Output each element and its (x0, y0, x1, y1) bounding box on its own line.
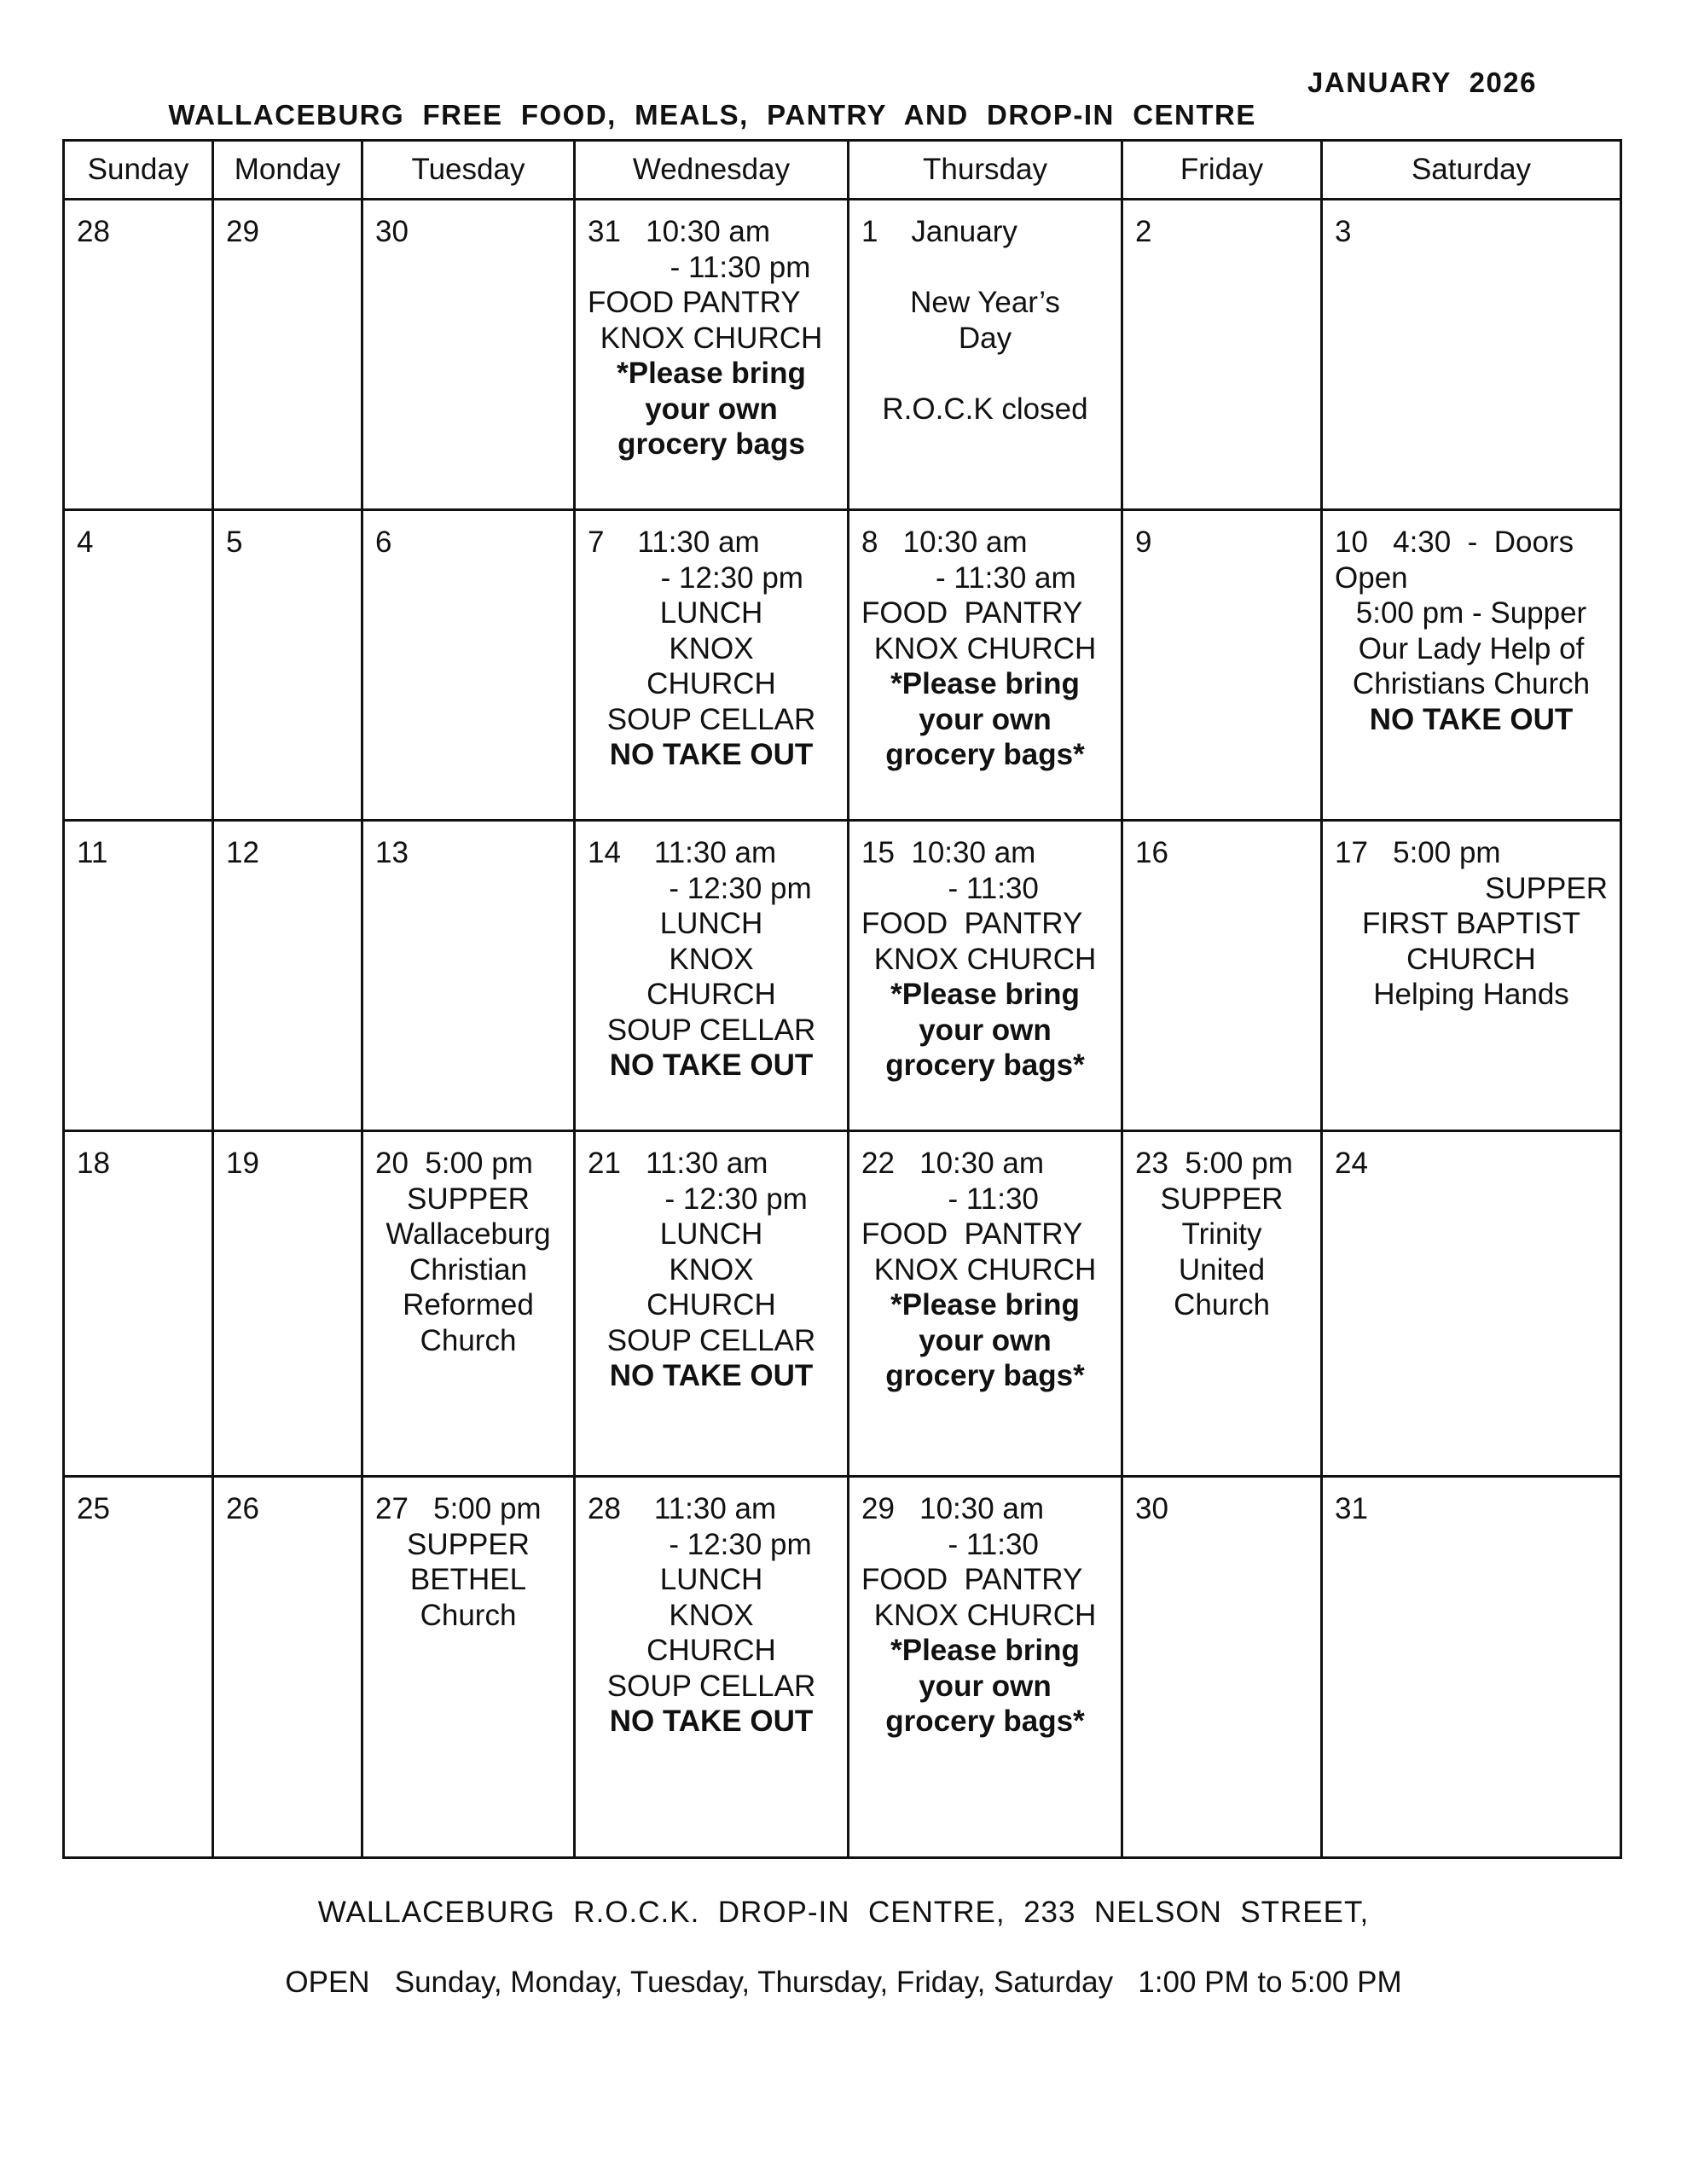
day-cell-content (1135, 1146, 1308, 1323)
event-text-line: Day (958, 321, 1012, 355)
weekday-sunday: Sunday (64, 141, 213, 200)
day-cell-content (77, 1146, 200, 1182)
calendar-day-cell (849, 821, 1122, 1131)
day-cell-content (861, 1491, 1109, 1740)
day-cell-content (226, 1146, 349, 1182)
event-text-line: CHURCH (646, 667, 776, 700)
calendar-day-cell (64, 821, 213, 1131)
event-text-line: your own (919, 702, 1052, 736)
event-text-line: KNOX CHURCH (873, 1598, 1097, 1632)
calendar-day-cell (1322, 200, 1621, 510)
calendar-day-cell (362, 1131, 575, 1477)
calendar-day-cell (849, 1131, 1122, 1477)
calendar-table (62, 139, 1622, 1859)
event-text-line: your own (919, 1669, 1052, 1703)
calendar-day-cell (575, 821, 849, 1131)
day-cell-content (1335, 1491, 1608, 1527)
event-text-line: FOOD PANTRY (861, 907, 1083, 940)
footer-hours: OPEN Sunday, Monday, Tuesday, Thursday, Friday, Saturday 1:00 PM to 5:00 PM (285, 1966, 1402, 1999)
footer-address: WALLACEBURG R.O.C.K. DROP-IN CENTRE, 233 NELSON STREET, (317, 1896, 1370, 1929)
event-text-line: KNOX CHURCH (600, 321, 823, 355)
weekday-wednesday: Wednesday (575, 141, 849, 200)
event-text-line: SOUP CELLAR (606, 1669, 816, 1703)
event-text-line: - 11:30 (931, 1182, 1039, 1216)
event-text-line: - 11:30 am (894, 561, 1076, 595)
day-cell-content (375, 1146, 561, 1358)
event-text-line: KNOX CHURCH (873, 1252, 1097, 1287)
event-text-line: KNOX (669, 631, 754, 665)
calendar-day-cell (362, 200, 575, 510)
day-number-line: 15 10:30 am (861, 836, 1036, 869)
event-text-line: FOOD PANTRY (861, 1563, 1083, 1596)
calendar-week-row (64, 821, 1621, 1131)
day-number-line: 22 10:30 am (861, 1147, 1045, 1180)
calendar-day-cell (575, 1477, 849, 1858)
event-text-line: CHURCH (646, 978, 776, 1011)
event-text-line: - 11:30 (931, 871, 1039, 905)
day-number-line: 10 4:30 - Doors (1335, 526, 1574, 559)
calendar-day-cell (575, 1131, 849, 1477)
calendar-day-cell (64, 200, 213, 510)
day-number-line: 31 10:30 am (588, 215, 771, 248)
event-text-line: LUNCH (659, 1217, 763, 1251)
calendar-day-cell (1322, 1477, 1621, 1858)
event-text-line: *Please bring (890, 978, 1080, 1011)
event-text-line: Christian (409, 1252, 528, 1287)
event-text-line: your own (919, 1323, 1052, 1357)
day-number-line: 8 10:30 am (861, 526, 1028, 559)
event-text-line: - 12:30 pm (615, 1182, 808, 1216)
event-text-line: Wallaceburg (386, 1217, 551, 1251)
event-text-line: your own (645, 392, 778, 426)
day-number-line: 6 (375, 526, 392, 559)
day-number-line: 1 January (861, 215, 1017, 248)
event-text-line: SOUP CELLAR (606, 1323, 816, 1357)
event-text-line: grocery bags* (885, 1048, 1085, 1082)
day-number-line: 17 5:00 pm (1335, 836, 1501, 869)
day-number-line: 25 (77, 1492, 110, 1525)
day-cell-content (1335, 525, 1608, 737)
day-cell-content (861, 214, 1109, 427)
day-cell-content (1135, 525, 1308, 561)
event-text-line: CHURCH (1406, 942, 1536, 976)
event-text-line: Reformed (403, 1288, 534, 1321)
event-text-line: Trinity (1181, 1217, 1262, 1251)
event-text-line: Our Lady Help of (1358, 631, 1585, 665)
day-number-line: 7 11:30 am (588, 526, 760, 559)
event-text-line: KNOX (669, 1598, 754, 1632)
event-text-line: NO TAKE OUT (609, 738, 814, 771)
calendar-day-cell (1322, 1131, 1621, 1477)
day-cell-content (861, 835, 1109, 1083)
event-text-line: NO TAKE OUT (609, 1359, 814, 1392)
event-text-line: KNOX CHURCH (873, 631, 1097, 665)
day-number-line: 28 11:30 am (588, 1492, 777, 1525)
weekday-saturday: Saturday (1322, 141, 1621, 200)
calendar-day-cell (1122, 1477, 1322, 1858)
weekday-tuesday: Tuesday (362, 141, 575, 200)
calendar-day-cell (362, 1477, 575, 1858)
calendar-day-cell (362, 821, 575, 1131)
event-text-line: LUNCH (659, 907, 763, 940)
weekday-header-row (64, 141, 1621, 200)
event-text-line: CHURCH (646, 1634, 776, 1667)
event-text-line: - 12:30 pm (611, 871, 812, 905)
day-number-line: 30 (375, 215, 409, 248)
calendar-day-cell (1122, 200, 1322, 510)
event-text-line: United (1178, 1252, 1266, 1287)
day-cell-content (861, 1146, 1109, 1394)
event-text-line: grocery bags* (885, 738, 1085, 771)
event-text-line: BETHEL (409, 1563, 527, 1596)
event-text-line (861, 356, 1109, 392)
event-text-line: grocery bags (617, 427, 805, 461)
event-text-line: Open (1335, 561, 1408, 595)
day-cell-content (1135, 214, 1308, 250)
day-cell-content (375, 214, 561, 250)
day-cell-content (375, 835, 561, 871)
day-cell-content (588, 1491, 835, 1740)
weekday-monday: Monday (213, 141, 362, 200)
calendar-day-cell (1122, 510, 1322, 821)
calendar-day-cell (213, 1477, 362, 1858)
day-number-line: 26 (226, 1492, 259, 1525)
day-cell-content (77, 214, 200, 250)
weekday-thursday: Thursday (849, 141, 1122, 200)
calendar-day-cell (213, 821, 362, 1131)
event-text-line: - 12:30 pm (611, 1527, 812, 1561)
event-text-line: 5:00 pm - Supper (1355, 596, 1587, 630)
day-cell-content (77, 835, 200, 871)
event-text-line: Church (420, 1323, 517, 1357)
day-number-line: 30 (1135, 1492, 1168, 1525)
event-text-line: NO TAKE OUT (609, 1048, 814, 1082)
event-text-line: Church (1174, 1288, 1270, 1321)
event-text-line: Church (420, 1598, 517, 1632)
calendar-day-cell (64, 1477, 213, 1858)
day-number-line: 12 (226, 836, 259, 869)
day-cell-content (375, 1491, 561, 1633)
day-cell-content (226, 214, 349, 250)
event-text-line: SOUP CELLAR (606, 702, 816, 736)
event-text-line: Christians Church (1352, 667, 1591, 700)
event-text-line: R.O.C.K closed (882, 392, 1088, 426)
event-text-line: New Year’s (910, 286, 1060, 319)
event-text-line: grocery bags* (885, 1705, 1085, 1738)
calendar-day-cell (64, 1131, 213, 1477)
event-text-line: KNOX (669, 1252, 754, 1287)
calendar-day-cell (213, 200, 362, 510)
event-text-line: KNOX CHURCH (873, 942, 1097, 976)
day-cell-content (77, 1491, 200, 1527)
calendar-day-cell (1122, 821, 1322, 1131)
calendar-day-cell (849, 1477, 1122, 1858)
day-cell-content (588, 525, 835, 773)
day-number-line: 28 (77, 215, 110, 248)
calendar-day-cell (849, 200, 1122, 510)
day-number-line: 24 (1335, 1147, 1368, 1180)
event-text-line: SOUP CELLAR (606, 1013, 816, 1047)
event-text-line: FOOD PANTRY (861, 596, 1083, 630)
calendar-day-cell (64, 510, 213, 821)
event-text-line: *Please bring (890, 667, 1080, 700)
event-text-line: *Please bring (890, 1288, 1080, 1321)
calendar-day-cell (1322, 510, 1621, 821)
event-text-line: your own (919, 1013, 1052, 1047)
event-text-line: - 12:30 pm (619, 561, 803, 595)
day-cell-content (77, 525, 200, 561)
event-text-line: SUPPER (407, 1527, 530, 1561)
event-text-line: grocery bags* (885, 1359, 1085, 1392)
day-number-line: 14 11:30 am (588, 836, 777, 869)
event-text-line: *Please bring (617, 357, 806, 390)
day-cell-content (375, 525, 561, 561)
day-number-line: 23 5:00 pm (1135, 1147, 1293, 1180)
calendar-day-cell (213, 510, 362, 821)
day-number-line: 16 (1135, 836, 1168, 869)
event-text-line: SUPPER (1160, 1182, 1284, 1216)
day-number-line: 9 (1135, 526, 1152, 559)
calendar-day-cell (1322, 821, 1621, 1131)
day-cell-content (226, 835, 349, 871)
day-number-line: 29 (226, 215, 259, 248)
event-text-line: *Please bring (890, 1634, 1080, 1667)
day-number-line: 19 (226, 1147, 259, 1180)
day-number-line: 4 (77, 526, 94, 559)
calendar-week-row (64, 1131, 1621, 1477)
event-text-line: Helping Hands (1373, 978, 1569, 1011)
day-cell-content (1335, 214, 1608, 250)
event-text-line: FOOD PANTRY (861, 1217, 1083, 1251)
day-cell-content (1135, 835, 1308, 871)
day-number-line: 18 (77, 1147, 110, 1180)
page-title: WALLACEBURG FREE FOOD, MEALS, PANTRY AND DROP-IN CENTRE (168, 99, 1256, 131)
event-text-line: CHURCH (646, 1288, 776, 1321)
day-cell-content (1335, 1146, 1608, 1182)
event-text-line: LUNCH (659, 1563, 763, 1596)
calendar-month: JANUARY 2026 (1307, 67, 1537, 98)
event-text-line (861, 250, 1109, 286)
day-number-line: 5 (226, 526, 243, 559)
calendar-week-row (64, 1477, 1621, 1858)
event-text-line: KNOX (669, 942, 754, 976)
calendar-day-cell (849, 510, 1122, 821)
calendar-week-row (64, 510, 1621, 821)
day-cell-content (226, 1491, 349, 1527)
weekday-friday: Friday (1122, 141, 1322, 200)
event-text-line: - 11:30 pm (612, 250, 811, 284)
day-number-line: 11 (77, 836, 108, 869)
event-text-line: - 11:30 (931, 1527, 1039, 1561)
day-number-line: 21 11:30 am (588, 1147, 768, 1180)
event-text-line: NO TAKE OUT (609, 1705, 814, 1738)
event-text-line: SUPPER (1485, 871, 1608, 905)
day-number-line: 20 5:00 pm (375, 1147, 533, 1180)
day-cell-content (588, 835, 835, 1083)
day-cell-content (861, 525, 1109, 773)
day-number-line: 3 (1335, 215, 1352, 248)
calendar-day-cell (575, 200, 849, 510)
event-text-line: NO TAKE OUT (1369, 702, 1574, 736)
day-cell-content (588, 214, 835, 462)
day-number-line: 27 5:00 pm (375, 1492, 542, 1525)
day-cell-content (226, 525, 349, 561)
calendar-week-row (64, 200, 1621, 510)
calendar-day-cell (213, 1131, 362, 1477)
calendar-day-cell (362, 510, 575, 821)
day-cell-content (1135, 1491, 1308, 1527)
event-text-line: LUNCH (659, 596, 763, 630)
calendar-day-cell (1122, 1131, 1322, 1477)
day-number-line: 29 10:30 am (861, 1492, 1045, 1525)
event-text-line: FOOD PANTRY (588, 286, 801, 319)
day-number-line: 2 (1135, 215, 1152, 248)
day-number-line: 31 (1335, 1492, 1368, 1525)
day-cell-content (588, 1146, 835, 1394)
day-cell-content (1335, 835, 1608, 1013)
event-text-line: FIRST BAPTIST (1361, 907, 1581, 940)
event-text-line: SUPPER (407, 1182, 530, 1216)
calendar-day-cell (575, 510, 849, 821)
day-number-line: 13 (375, 836, 409, 869)
